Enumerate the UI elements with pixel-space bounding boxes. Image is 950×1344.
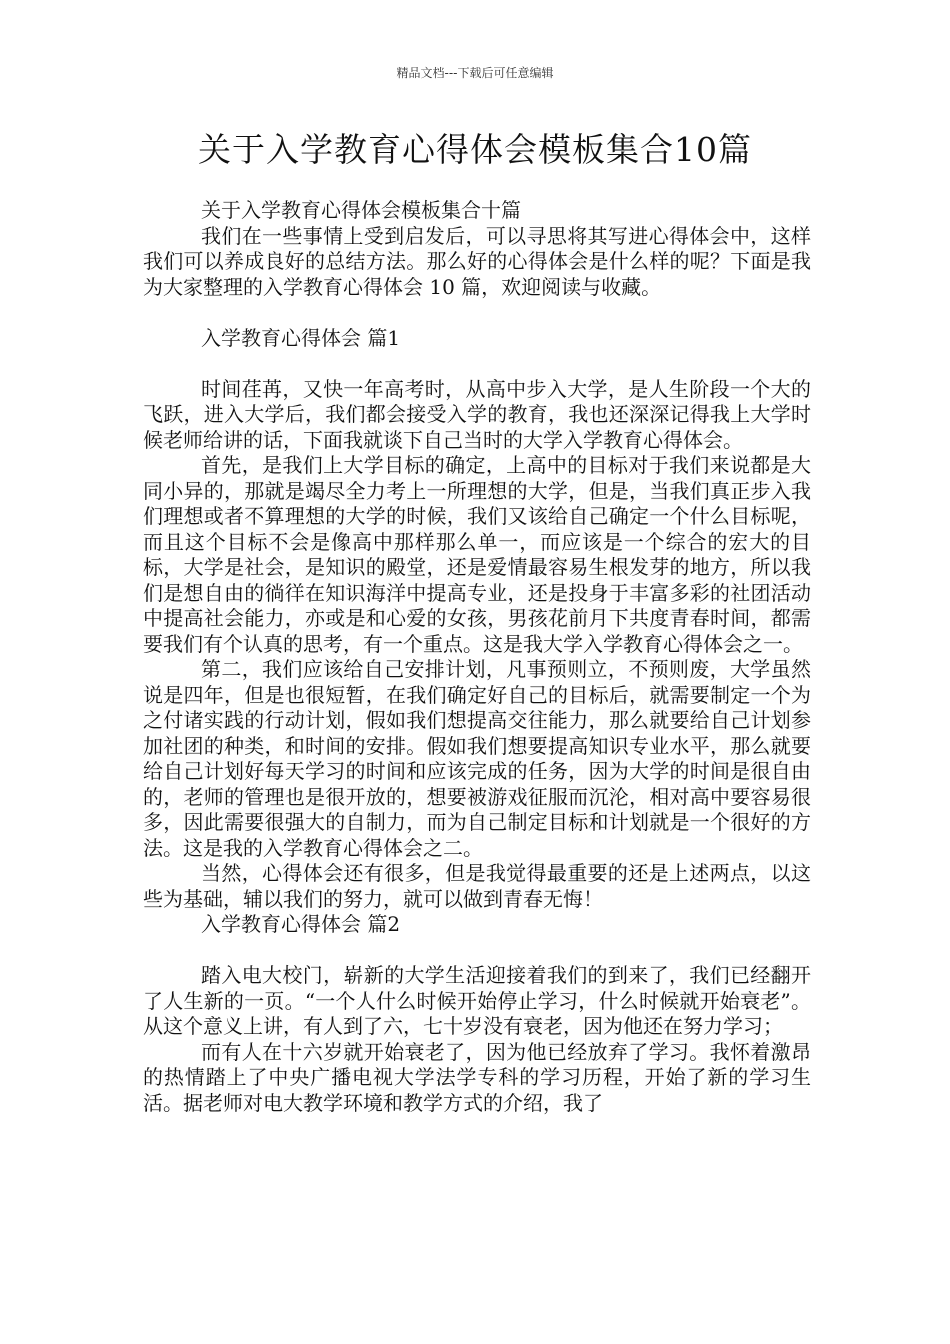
paragraph: 踏入电大校门，崭新的大学生活迎接着我们的到来了，我们已经翻开了人生新的一页。“一个人什么时候开始停止学习，什么时候就开始衰老”。从这个意义上讲，有人到了六，七十岁没有衰老，因为他还在努力学习；	[143, 963, 811, 1038]
paragraph: 时间荏苒，又快一年高考时，从高中步入大学，是人生阶段一个大的飞跃，进入大学后，我们都会接受入学的教育，我也还深深记得我上大学时候老师给讲的话，下面我就谈下自己当时的大学入学教育心得体会。	[143, 376, 811, 452]
section-heading-2: 入学教育心得体会 篇2	[201, 912, 401, 936]
spacer	[143, 351, 811, 377]
paragraph: 而有人在十六岁就开始衰老了，因为他已经放弃了学习。我怀着激昂的热情踏上了中央广播电视大学法学专科的学习历程，开始了新的学习生活。据老师对电大教学环境和教学方式的介绍，我了	[143, 1039, 811, 1115]
intro-paragraph: 我们在一些事情上受到启发后，可以寻思将其写进心得体会中，这样我们可以养成良好的总结方法。那么好的心得体会是什么样的呢？下面是我为大家整理的入学教育心得体会 10 篇，欢迎阅读与收藏。	[143, 223, 811, 299]
document-title: 关于入学教育心得体会模板集合10篇	[198, 130, 752, 169]
section-heading-1: 入学教育心得体会 篇1	[201, 325, 401, 350]
paragraph: 首先，是我们上大学目标的确定，上高中的目标对于我们来说都是大同小异的，那就是竭尽全力考上一所理想的大学，但是，当我们真正步入我们理想或者不算理想的大学的时候，我们又该给自己确定一个什么目标呢，而且这个目标不会是像高中那样那么单一，而应该是一个综合的宏大的目标，大学是社会，是知识的殿堂，还是爱情最容易生根发芽的地方，所以我们是想自由的徜徉在知识海洋中提高专业，还是投身于丰富多彩的社团活动中提高社会能力，亦或是和心爱的女孩，男孩花前月下共度青春时间，都需要我们有个认真的思考，有一个重点。这是我大学入学教育心得体会之一。	[143, 453, 811, 656]
spacer	[143, 938, 811, 964]
header-note: 精品文档---下载后可任意编辑	[396, 66, 554, 80]
paragraph: 当然，心得体会还有很多，但是我觉得最重要的还是上述两点，以这些为基础，辅以我们的努力，就可以做到青春无悔！	[143, 861, 811, 911]
paragraph: 第二，我们应该给自己安排计划，凡事预则立，不预则废，大学虽然说是四年，但是也很短暂，在我们确定好自己的目标后，就需要制定一个为之付诸实践的行动计划，假如我们想提高交往能力，那么就要给自己计划参加社团的种类，和时间的安排。假如我们想要提高知识专业水平，那么就要给自己计划好每天学习的时间和应该完成的任务，因为大学的时间是很自由的，老师的管理也是很开放的，想要被游戏征服而沉沦，相对高中要容易很多，因此需要很强大的自制力，而为自己制定目标和计划就是一个很好的方法。这是我的入学教育心得体会之二。	[143, 657, 811, 860]
spacer	[143, 300, 811, 326]
document-body	[143, 198, 811, 1116]
document-subtitle: 关于入学教育心得体会模板集合十篇	[201, 198, 521, 222]
